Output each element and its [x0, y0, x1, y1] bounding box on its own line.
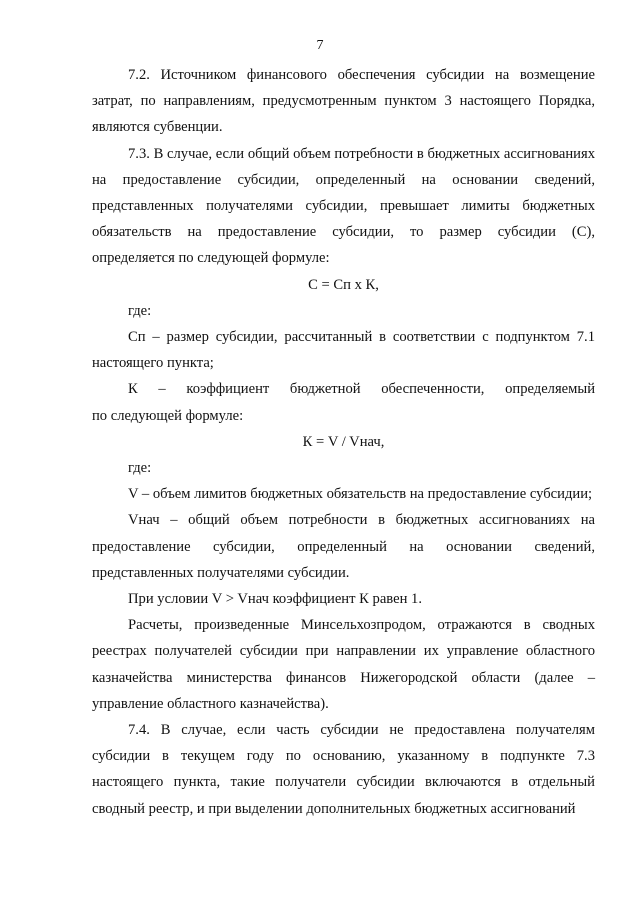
definition-vnach: Vнач – общий объем потребности в бюджетных ассигнованиях на предоставление субсидии, определенный на основании сведений, представленных получателями субсидии.: [92, 512, 595, 581]
calculations-paragraph: Расчеты, произведенные Минсельхозпродом, отражаются в сводных реестрах получателей субсидии при направлении их управление областного казначейства министерства финансов Нижегородской области (далее – управление областного казначейства).: [92, 617, 595, 712]
formula-k: К = V / Vнач,: [302, 433, 385, 450]
document-body: [92, 62, 595, 822]
where-label-1: где:: [128, 302, 152, 319]
definition-v: V – объем лимитов бюджетных обязательств на предоставление субсидии;: [128, 486, 593, 503]
page-number: 7: [316, 38, 324, 53]
definition-k-line2: по следующей формуле:: [92, 407, 244, 424]
condition-paragraph: При условии V > Vнач коэффициент К равен 1.: [128, 591, 422, 608]
definition-k-line1: К – коэффициент бюджетной обеспеченности, определяемый: [128, 381, 595, 398]
formula-c: С = Сп х К,: [308, 276, 379, 293]
paragraph-7-2: 7.2. Источником финансового обеспечения субсидии на возмещение затрат, по направлениям, предусмотренным пунктом 3 настоящего Порядка, являются субвенции.: [92, 67, 595, 136]
where-label-2: где:: [128, 460, 152, 477]
paragraph-7-3: 7.3. В случае, если общий объем потребности в бюджетных ассигнованиях на предоставление субсидии, определенный на основании сведений, представленных получателями субсидии, превышает лимиты бюджетных обязательств на предоставление субсидии, то размер субсидии (С), определяется по следующей формуле:: [92, 145, 595, 267]
definition-cp: Сп – размер субсидии, рассчитанный в соответствии с подпунктом 7.1 настоящего пункта;: [92, 329, 595, 372]
paragraph-7-4: 7.4. В случае, если часть субсидии не предоставлена получателям субсидии в текущем году по основанию, указанному в подпункте 7.3 настоящего пункта, такие получатели субсидии включаются в отдельный сводный реестр, и при выделении дополнительных бюджетных ассигнований: [92, 722, 595, 817]
